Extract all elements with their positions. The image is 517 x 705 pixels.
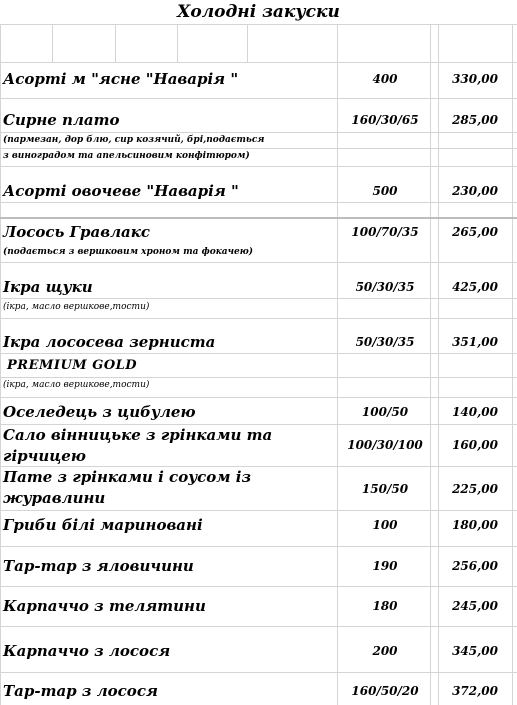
item-name: Асорті овочеве "Наварія " xyxy=(3,182,239,200)
item-price: 330,00 xyxy=(452,72,498,86)
item-weight: 50/30/35 xyxy=(355,335,415,349)
item-weight: 160/30/65 xyxy=(351,113,419,127)
item-price: 372,00 xyxy=(452,684,498,698)
item-price: 160,00 xyxy=(452,438,498,452)
item-price: 230,00 xyxy=(452,184,498,198)
item-price: 245,00 xyxy=(452,599,498,613)
item-name: Тар-тар з яловичини xyxy=(3,557,194,575)
item-name: Карпаччо з лосося xyxy=(3,642,171,660)
item-price: 351,00 xyxy=(452,335,498,349)
item-price: 345,00 xyxy=(452,644,498,658)
item-weight: 100 xyxy=(372,518,398,532)
item-price: 265,00 xyxy=(452,225,498,239)
item-name: Пате з грінками і соусом із журавлини xyxy=(3,468,252,507)
item-weight: 180 xyxy=(372,599,398,613)
item-weight: 100/70/35 xyxy=(351,225,419,239)
item-name: Сало вінницьке з грінками та гірчицею xyxy=(3,426,273,465)
item-name: Карпаччо з телятини xyxy=(3,597,206,615)
item-weight: 100/50 xyxy=(361,405,409,419)
item-weight: 190 xyxy=(372,559,398,573)
premium-label: PREMIUM GOLD xyxy=(7,358,138,373)
item-weight: 100/30/100 xyxy=(347,438,423,452)
item-price: 140,00 xyxy=(452,405,498,419)
item-weight: 50/30/35 xyxy=(355,280,415,294)
item-weight: 400 xyxy=(372,72,398,86)
item-price: 285,00 xyxy=(452,113,498,127)
item-name: Ікра щуки xyxy=(3,278,93,296)
item-name: Гриби білі мариновані xyxy=(3,516,203,534)
item-price: 225,00 xyxy=(452,482,498,496)
item-weight: 150/50 xyxy=(361,482,409,496)
item-name: Ікра лососева зерниста xyxy=(3,333,216,351)
item-name: Сирне плато xyxy=(3,111,120,129)
item-name: Тар-тар з лосося xyxy=(3,682,158,700)
item-note: (пармезан, дор блю, сир козячий, брі,подається xyxy=(3,135,265,145)
item-weight: 200 xyxy=(372,644,398,658)
item-name: Лосось Гравлакс xyxy=(3,223,151,241)
item-note: (подається з вершковим хроном та фокачею) xyxy=(3,247,254,257)
item-note: (ікра, масло вершкове,тости) xyxy=(3,302,150,312)
item-price: 180,00 xyxy=(452,518,498,532)
page-title: Холодні закуски xyxy=(177,2,340,22)
item-price: 425,00 xyxy=(452,280,498,294)
item-note: з виноградом та апельсиновим конфітюром) xyxy=(3,151,250,161)
item-weight: 160/50/20 xyxy=(351,684,419,698)
item-weight: 500 xyxy=(372,184,398,198)
item-name: Оселедець з цибулею xyxy=(3,403,196,421)
item-name: Асорті м "ясне "Наварія " xyxy=(3,70,239,88)
item-note: (ікра, масло вершкове,тости) xyxy=(3,380,150,390)
item-price: 256,00 xyxy=(452,559,498,573)
